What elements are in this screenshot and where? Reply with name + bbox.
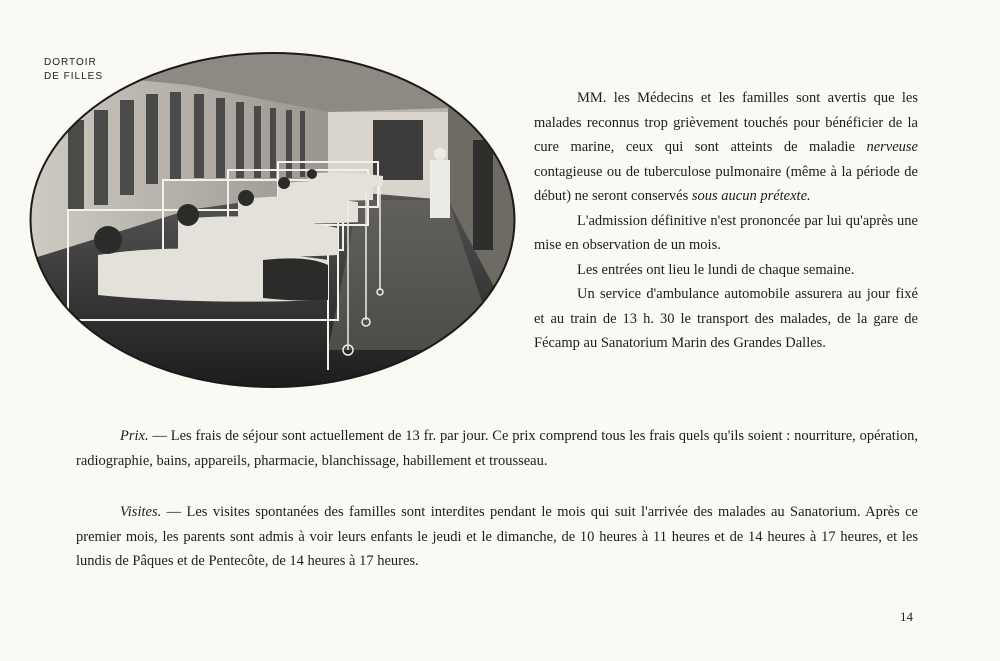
intro-p1-pretexte: sous aucun prétexte.: [691, 188, 811, 204]
prix-text: — Les frais de séjour sont actuellement de 13 fr. par jour. Ce prix comprend tous les frais quels qu'ils soient : nourriture, opération, radiographie, bains, appareils, pharmacie, blanchissage, habillement et trousseau.: [76, 428, 918, 469]
intro-paragraph-1: [534, 86, 918, 209]
intro-paragraph-4: Un service d'ambulance automobile assurera au jour fixé et au train de 13 h. 30 le transport des malades, de la gare de Fécamp au Sanatorium Marin des Grandes Dalles.: [534, 286, 918, 351]
intro-p1-part-a: MM. les Médecins et les familles sont avertis que les malades reconnus trop grièvement touchés pour bénéficier de la cure marine, ceux qui sont atteints de maladie: [534, 90, 918, 155]
caption-line-2: DE FILLES: [44, 71, 104, 82]
intro-p1-nerveuse: nerveuse: [866, 139, 918, 155]
intro-paragraph-3: Les entrées ont lieu le lundi de chaque semaine.: [577, 261, 855, 278]
visites-text: — Les visites spontanées des familles sont interdites pendant le mois qui suit l'arrivée des malades au Sanatorium. Après ce premier mois, les parents sont admis à voir leurs enfants le jeudi et le dimanche, de 10 heures à 11 heures et de 14 heures à 17 heures, et les lundis de Pâques et de Pentecôte, de 14 heures à 17 heures.: [76, 504, 918, 569]
page-number: 14: [900, 609, 913, 624]
visites-paragraph: [76, 500, 918, 574]
dormitory-photo: [28, 50, 517, 390]
intro-p1-part-c: contagieuse ou de tuberculose pulmonaire (même à la période de début) ne seront conservés: [534, 163, 918, 204]
intro-text: [534, 86, 918, 356]
prix-paragraph: [76, 424, 918, 473]
prix-heading: Prix.: [120, 428, 149, 444]
visites-heading: Visites.: [120, 504, 162, 520]
caption-line-1: DORTOIR: [44, 57, 97, 68]
intro-paragraph-2: L'admission définitive n'est prononcée par lui qu'après une mise en observation de un mois.: [534, 212, 918, 253]
